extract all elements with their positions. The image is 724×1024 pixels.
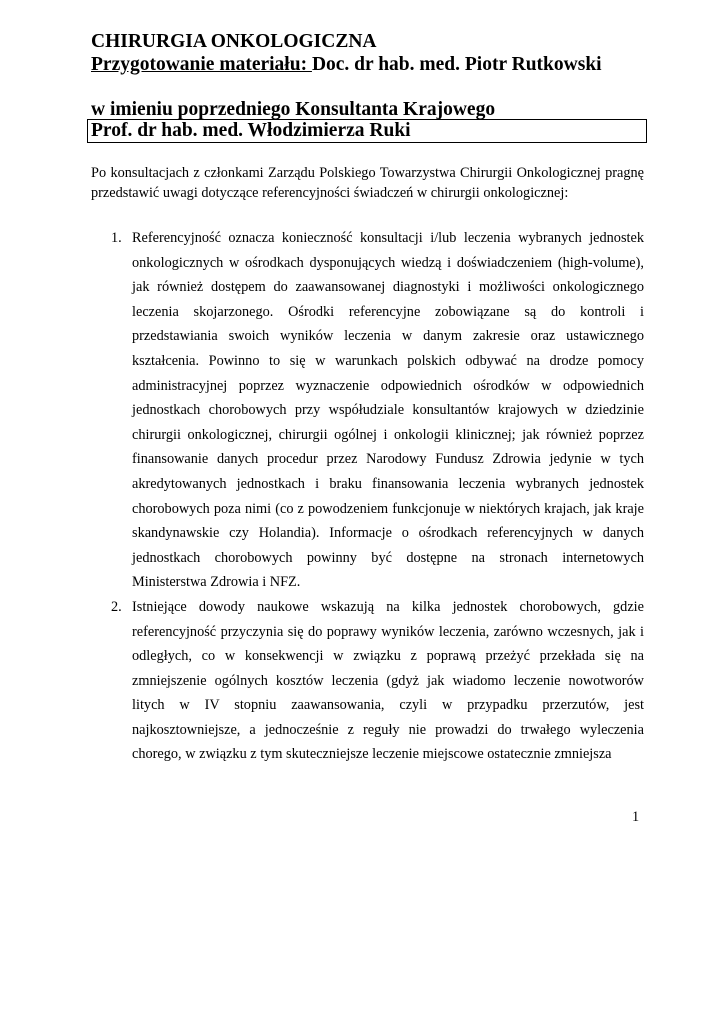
prepared-by-label: Przygotowanie materiału: bbox=[91, 54, 312, 75]
list-item bbox=[91, 226, 644, 595]
on-behalf-line: w imieniu poprzedniego Konsultanta Krajowego bbox=[91, 99, 496, 120]
numbered-list bbox=[91, 226, 644, 767]
document-title: CHIRURGIA ONKOLOGICZNA bbox=[91, 31, 377, 52]
page-number: 1 bbox=[632, 809, 640, 825]
prepared-by-line bbox=[91, 53, 602, 76]
former-consultant-box: Prof. dr hab. med. Włodzimierza Ruki bbox=[87, 119, 647, 143]
list-item-number: 2. bbox=[111, 598, 122, 615]
list-item-text: Istniejące dowody naukowe wskazują na kilka jednostek chorobowych, gdzie referencyjność przyczynia się do poprawy wyników leczenia, zarówno wczesnych, jak i odległych, co w konsekwencji w związku z poprawą przeżyć przekłada się na zmniejszenie ogólnych kosztów leczenia (gdyż jak wiadomo leczenie nowotworów litych w IV stopniu zaawansowania, czyli w przypadku przerzutów, jest najkosztowniejsze, a jednocześnie z reguły nie prowadzi do trwałego wyleczenia chorego, w związku z tym skuteczniejsze leczenie miejscowe ostatecznie zmniejsza bbox=[132, 598, 644, 763]
list-item-number: 1. bbox=[111, 230, 122, 246]
list-item-text: Referencyjność oznacza konieczność konsultacji i/lub leczenia wybranych jednostek onkologicznych w ośrodkach dysponujących wiedzą i doświadczeniem (high-volume), jak również dostępem do zaawansowanej diagnostyki i możliwości onkologicznego leczenia skojarzonego. Ośrodki referencyjne zobowiązane są do kontroli i przedstawiania swoich wyników leczenia w danym zakresie oraz ustawicznego kształcenia. Powinno to się w warunkach polskich odbywać na drodze pomocy administracyjnej poprzez wyznaczenie odpowiednich ośrodków w odpowiednich jednostkach chorobowych przy współudziale konsultantów krajowych w dziedzinie chirurgii onkologicznej, chirurgii ogólnej i onkologii klinicznej; jak również poprzez finansowanie danych procedur przez Narodowy Fundusz Zdrowia jedynie w tych akredytowanych jednostkach i braku finansowania leczenia wybranych jednostek chorobowych poza nimi (co z powodzeniem funkcjonuje w niektórych krajach, jak kraje skandynawskie czy Holandia). Informacje o ośrodkach referencyjnych w danych jednostkach chorobowych powinny być dostępne na stronach internetowych Ministerstwa Zdrowia i NFZ. bbox=[132, 230, 644, 591]
prepared-by-author: Doc. dr hab. med. Piotr Rutkowski bbox=[311, 54, 602, 75]
list-item bbox=[91, 595, 644, 767]
intro-paragraph: Po konsultacjach z członkami Zarządu Polskiego Towarzystwa Chirurgii Onkologicznej pragnę przedstawić uwagi dotyczące referencyjności świadczeń w chirurgii onkologicznej: bbox=[91, 165, 644, 201]
